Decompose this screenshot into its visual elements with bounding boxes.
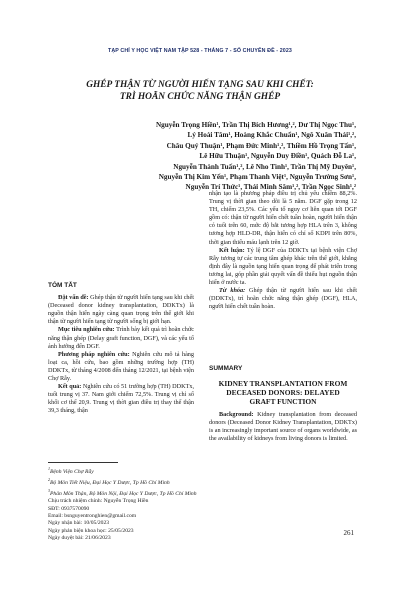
results-continued: nhận tạo là phương pháp điều trị chủ yếu chiếm 88,2%. Trung vị thời gian theo dõi là 5 năm. DGF gặp trong 12 TH, chiếm 23,5%. Các yếu tố nguy cơ liên quan tới DGF gồm có: thận từ người hiến chết tuần hoàn, người hiến thận có tuổi trên 60, mức độ bắt tương hợp HLA trên 3, không tương hợp HLD-DR, thận hiến có chỉ số KDPI trên 80%, thời gian thiếu máu lạnh trên 12 giờ.: [209, 190, 357, 246]
affiliation-1: $^1$Bệnh Viện Chợ Rẫy: [48, 466, 94, 475]
date-reviewed: Ngày phản biện khoa học: 25/05/2023: [48, 527, 134, 534]
footnote-divider: [48, 462, 118, 463]
results-label: Kết quả:: [58, 383, 82, 391]
abstract-conclusion: [209, 247, 357, 287]
english-abstract: [209, 411, 357, 443]
affiliation-3: $^3$Phân Môn Thận, Bộ Môn Nội, Đại Học Y Dược, Tp Hồ Chí Minh: [48, 488, 197, 498]
author-line: Lý Hoài Tâm¹, Hoàng Khắc Chuẩn¹, Ngô Xuân Thái¹,²,: [187, 131, 356, 140]
affiliation-3-text: Phân Môn Thận, Bộ Môn Nội, Đại Học Y Dược, Tp Hồ Chí Minh: [50, 491, 197, 498]
english-title: [209, 379, 357, 406]
author-line: Nguyễn Trọng Hiền¹, Trần Thị Bích Hương¹,², Dư Thị Ngọc Thu¹,: [155, 121, 356, 129]
abstract-vi-left: [48, 282, 194, 416]
keywords: [209, 287, 357, 311]
abstract-objective: [48, 326, 194, 350]
author-line: Lê Hữu Thuận¹, Nguyễn Duy Điền¹, Quách Đỗ La¹,: [199, 152, 356, 161]
english-background-label: Background:: [219, 411, 254, 418]
objective-text: Trình bày kết quả trì hoãn chức năng thận ghép (Delay graft function, DGF), và các yếu tố ảnh hưởng đến DGF.: [48, 326, 194, 350]
english-title-line-1: KIDNEY TRANSPLANTATION FROM: [218, 379, 348, 388]
date-accepted: Ngày duyệt bài: 21/06/2023: [48, 534, 111, 541]
email[interactable]: Email: bsnguyentronghien@gmail.com: [48, 513, 137, 520]
footnotes: [48, 465, 198, 542]
author-line: Nguyễn Thành Tuấn¹,², Lê Nho Tình¹, Trần Thị Mỹ Duyên¹,: [173, 162, 356, 171]
phone: SĐT: 0937570090: [48, 505, 90, 512]
title-line-2: TRÌ HOÃN CHỨC NĂNG THẬN GHÉP: [119, 92, 281, 102]
journal-header: TẠP CHÍ Y HỌC VIỆT NAM TẬP 528 - THÁNG 7 - SỐ CHUYÊN ĐỀ - 2023: [108, 48, 292, 54]
author-line: Châu Quý Thuận¹, Phạm Đức Minh¹,², Thiềm Hồ Trọng Tấn¹,: [166, 141, 356, 150]
conclusion-text: Tỷ lệ DGF của DDKTx tại bệnh viện Chợ Rẫy tương tự các trung tâm ghép khác trên thế giới, khẳng định đây là nguồn tạng hiến quan trọng để phát triển trong tương lai, góp phần giải quyết vấn đề thiếu hụt nguồn thận hiến ở nước ta.: [209, 246, 357, 287]
keywords-label: Từ khóa:: [219, 287, 246, 295]
affiliation-1-text: Bệnh Viện Chợ Rẫy: [50, 468, 94, 475]
abstract-vi-right: [209, 190, 357, 311]
title-line-1: GHÉP THẬN TỪ NGƯỜI HIẾN TẠNG SAU KHI CHẾT:: [86, 80, 314, 90]
abstract-background: [48, 294, 194, 326]
summary-en-heading: SUMMARY: [209, 365, 243, 372]
keywords-text: Ghép thận từ người hiến sau khi chết (DDKTx), trì hoãn chức năng thận ghép (DGF), HLA, người hiến chết tuần hoàn.: [209, 287, 357, 311]
author-line: Nguyễn Trí Thức¹, Thái Minh Sâm¹,², Trần Ngọc Sinh¹,²: [185, 183, 356, 192]
affiliation-2: $^2$Bộ Môn Tiết Niệu, Đại Học Y Dược, Tp Hồ Chí Minh: [48, 477, 170, 487]
corresponding-author: Chịu trách nhiệm chính: Nguyễn Trọng Hiền: [48, 498, 149, 505]
methods-text: Nghiên cứu mô tả hàng loạt ca, hồi cứu, bao gồm những trường hợp (TH) DDKTx, từ tháng 4/2008 đến tháng 12/2021, tại bệnh viện Chợ Rẫy.: [48, 350, 194, 383]
author-list: [56, 120, 356, 193]
english-background: [209, 411, 357, 443]
methods-label: Phương pháp nghiên cứu:: [58, 350, 130, 358]
background-text: Ghép thận từ người hiến tạng sau khi chết (Deceased donor kidney transplantation, DDKTx) là nguồn thận hiến ngày càng quan trọng trên thế giới khi thận từ người hiến tạng từ người sống bị giới hạn.: [48, 294, 194, 326]
article-title: [40, 79, 360, 103]
english-title-line-2: DECEASED DONORS: DELAYED: [226, 388, 340, 397]
background-label: Đặt vấn đề:: [58, 294, 89, 302]
abstract-results: [48, 383, 194, 415]
summary-vi-heading: TÓM TẮT: [48, 282, 77, 289]
author-line: Nguyễn Thị Kim Yến¹, Phạm Thanh Việt¹, Nguyễn Trường Sơn¹,: [158, 173, 356, 182]
page-number: 261: [343, 529, 354, 537]
english-title-line-3: GRAFT FUNCTION: [249, 397, 317, 406]
objective-label: Mục tiêu nghiên cứu:: [58, 326, 115, 334]
results-text: Nghiên cứu có 51 trường hợp (TH) DDKTx, tuổi trung vị 37. Nam giới chiếm 72,5%. Trung vị chỉ số khối cơ thể 20,9. Trung vị thời gian điều trị thay thế thận 39,3 tháng, thận: [48, 383, 195, 415]
conclusion-label: Kết luận:: [219, 246, 245, 254]
abstract-methods: [48, 351, 194, 383]
affiliation-2-text: Bộ Môn Tiết Niệu, Đại Học Y Dược, Tp Hồ Chí Minh: [50, 480, 170, 487]
english-background-text: Kidney transplantation from deceased donors (Deceased Donor Kidney Transplantation, DDKTx) is an increasingly important source of organs worldwide, as the availability of kidneys from living donors is limited.: [209, 411, 357, 443]
date-received: Ngày nhận bài: 10/05/2023: [48, 520, 110, 527]
